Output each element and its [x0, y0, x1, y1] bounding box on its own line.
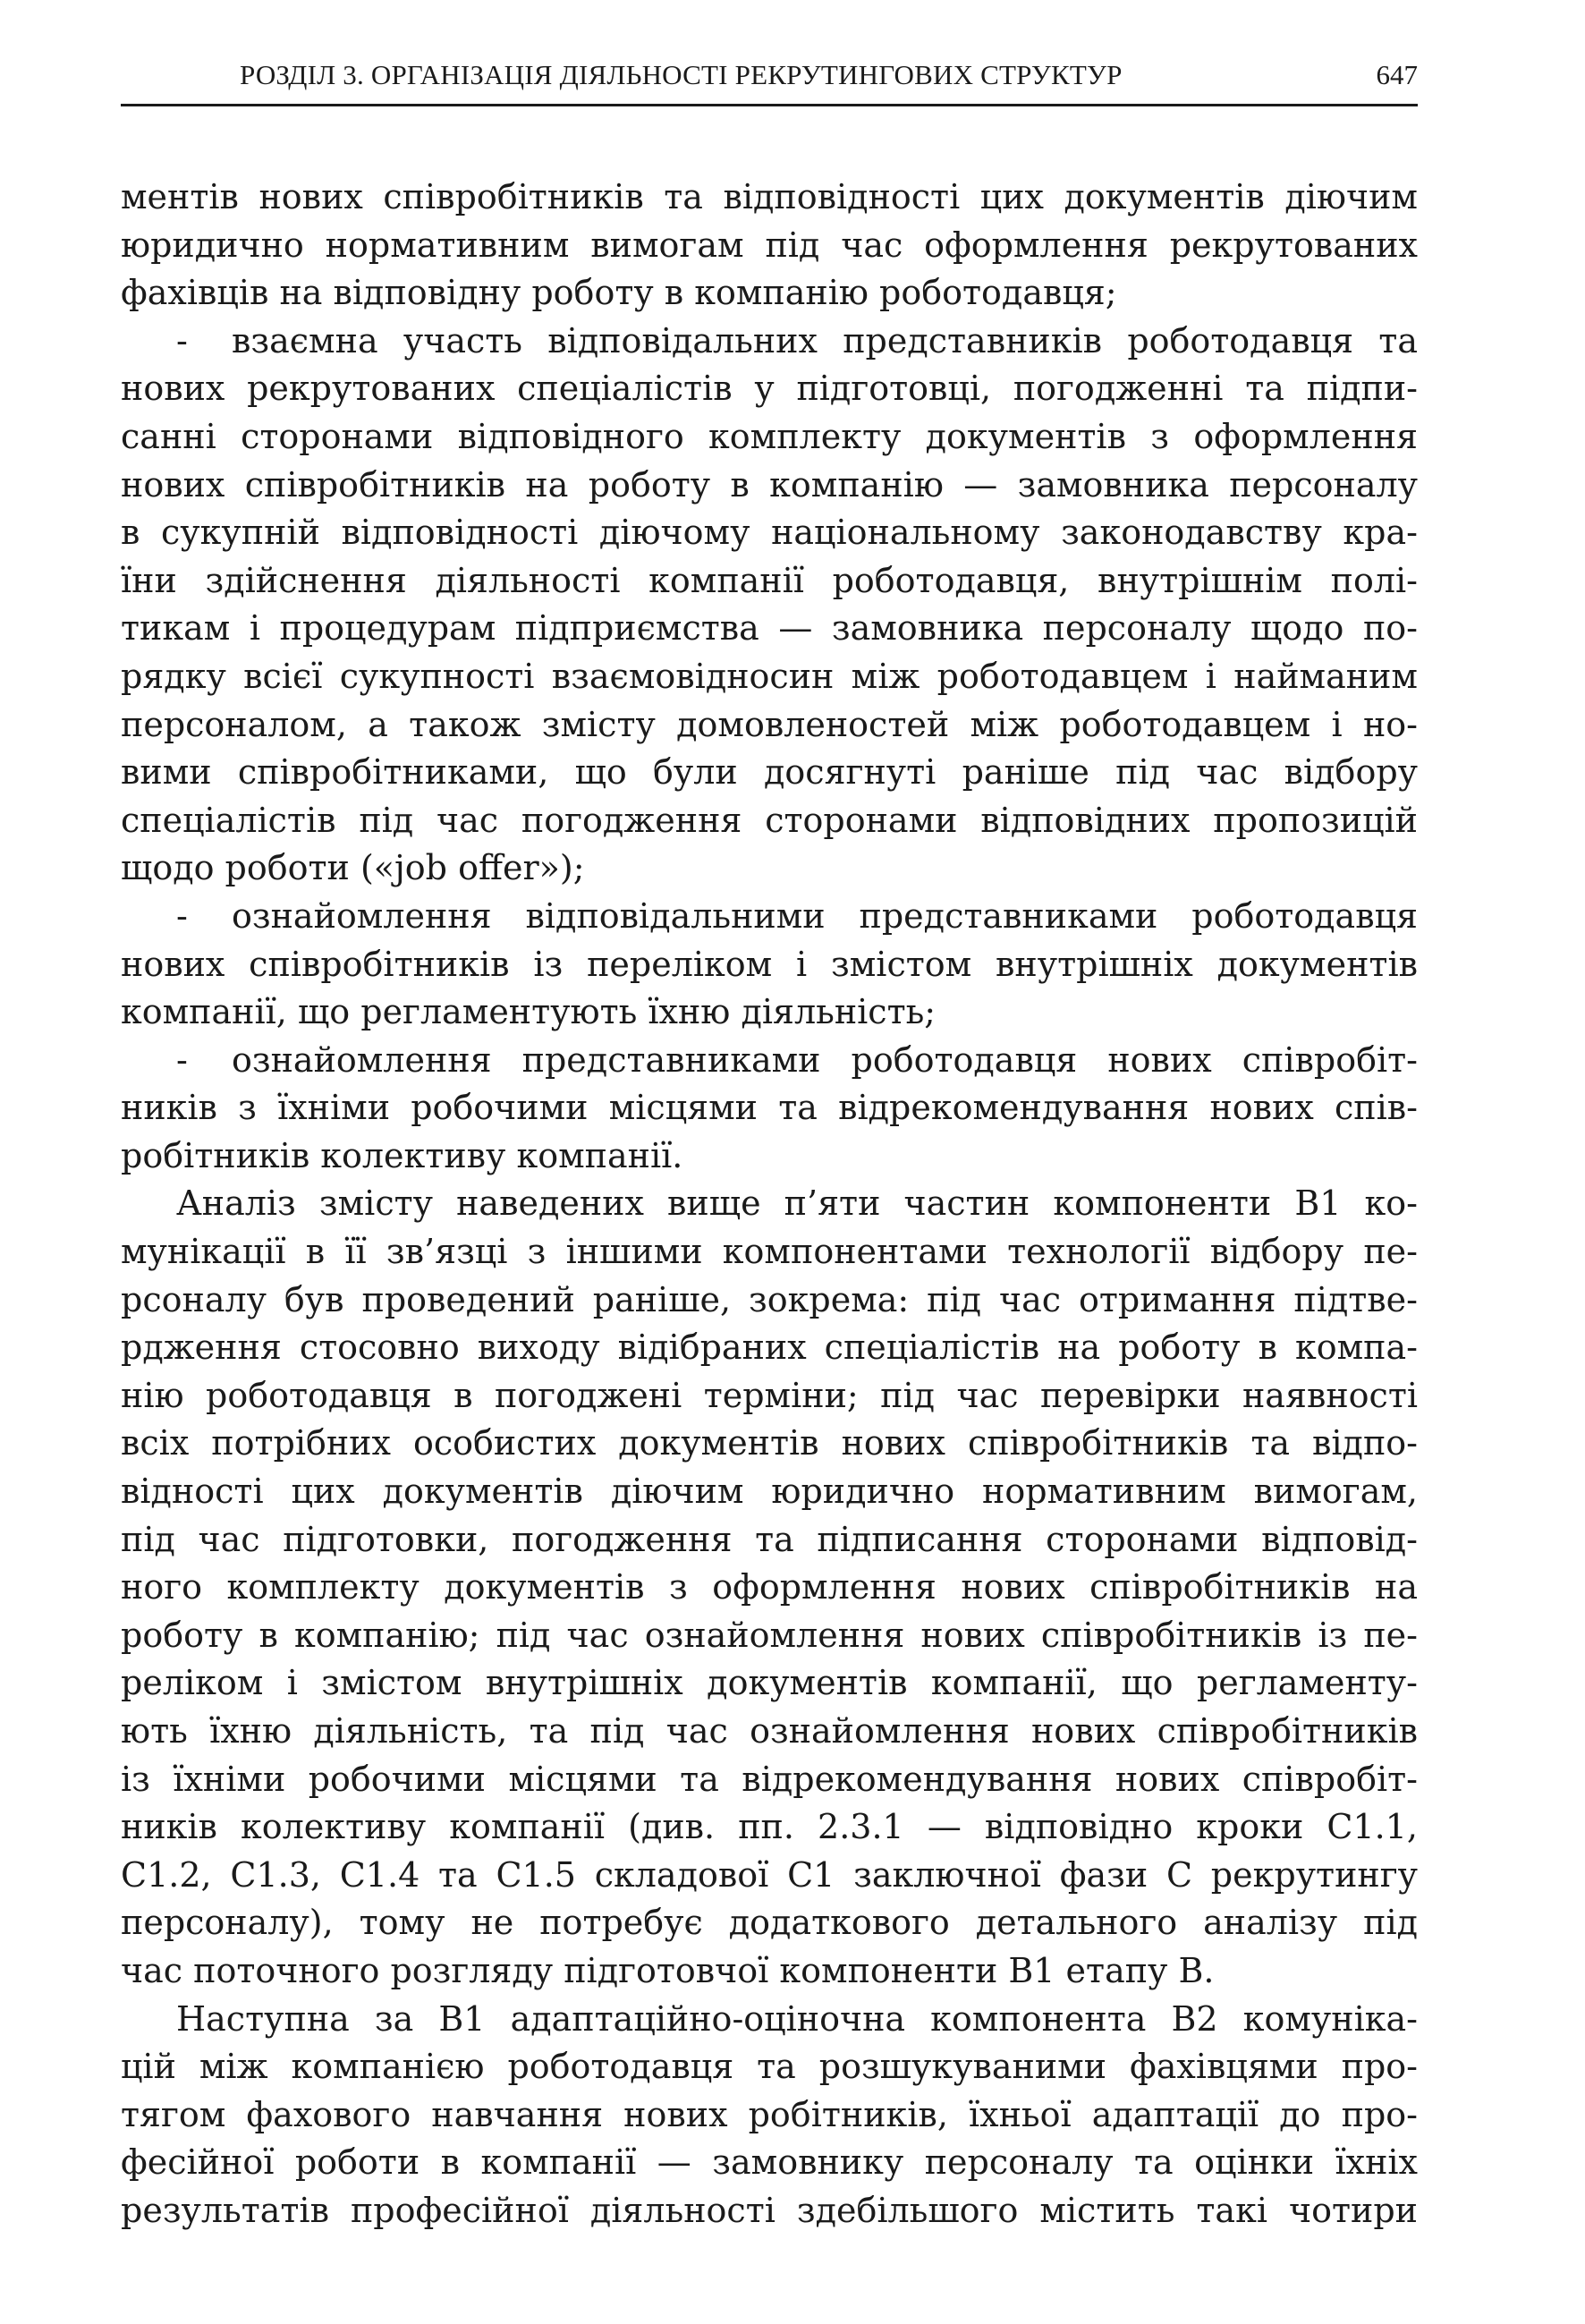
- text-line: спеціалістів під час погодження сторонами відповідних пропозицій: [121, 800, 1418, 840]
- text-line: [121, 893, 1418, 941]
- text-line: в сукупній відповідності діючому національному законодавству кра-: [121, 513, 1418, 553]
- text-line: реліком і змістом внутрішніх документів компанії, що регламенту-: [121, 1663, 1418, 1703]
- page-number: 647: [1376, 59, 1418, 90]
- text-line: час поточного розгляду підготовчої компоненти В1 етапу В.: [121, 1950, 1215, 1990]
- text-line: мунікації в її зв’язці з іншими компонентами технології відбору пе-: [121, 1232, 1418, 1272]
- text-line: нових рекрутованих спеціалістів у підготовці, погодженні та підпи-: [121, 369, 1418, 409]
- text-line: ників колективу компанії (див. пп. 2.3.1 — відповідно кроки С1.1,: [121, 1807, 1418, 1847]
- text-line: тикам і процедурам підприємства — замовника персоналу щодо по-: [121, 608, 1418, 649]
- text-line: тягом фахового навчання нових робітників, їхньої адаптації до про-: [121, 2094, 1418, 2134]
- text-line: цій між компанією роботодавця та розшукуваними фахівцями про-: [121, 2047, 1418, 2087]
- text-line: щодо роботи («job offer»);: [121, 848, 585, 888]
- text-line: фахівців на відповідну роботу в компанію роботодавця;: [121, 273, 1117, 313]
- text-line: [121, 318, 1418, 366]
- text-line: рдження стосовно виходу відібраних спеціалістів на роботу в компа-: [121, 1327, 1418, 1368]
- text-line: фесійної роботи в компанії — замовнику персоналу та оцінки їхніх: [121, 2142, 1418, 2183]
- bullet-text: взаємна участь відповідальних представників роботодавця та: [232, 320, 1418, 360]
- bullet-dash: -: [176, 895, 188, 936]
- text-line: нових співробітників із переліком і змістом внутрішніх документів: [121, 944, 1418, 984]
- bullet-dash: -: [176, 320, 188, 360]
- text-line: ного комплекту документів з оформлення нових співробітників на: [121, 1567, 1418, 1607]
- text-line: ників з їхніми робочими місцями та відрекомендування нових спів-: [121, 1088, 1418, 1128]
- text-line: рсоналу був проведений раніше, зокрема: під час отримання підтве-: [121, 1279, 1418, 1319]
- text-line: [121, 1037, 1418, 1085]
- page-header: [121, 59, 1418, 106]
- text-line: компанії, що регламентують їхню діяльність;: [121, 992, 937, 1032]
- text-line: вими співробітниками, що були досягнуті раніше під час відбору: [121, 752, 1418, 793]
- bullet-dash: -: [176, 1039, 188, 1080]
- bullet-text: ознайомлення відповідальними представниками роботодавця: [232, 895, 1418, 936]
- text-line: відності цих документів діючим юридично нормативним вимогам,: [121, 1472, 1418, 1512]
- body-text: [121, 174, 1418, 2235]
- text-line: юридично нормативним вимогам під час оформлення рекрутованих: [121, 225, 1418, 265]
- text-line: персоналом, а також змісту домовленостей між роботодавцем і но-: [121, 704, 1418, 744]
- text-line: С1.2, С1.3, С1.4 та С1.5 складової С1 заключної фази С рекрутингу: [121, 1854, 1418, 1895]
- running-head: РОЗДІЛ 3. ОРГАНІЗАЦІЯ ДІЯЛЬНОСТІ РЕКРУТИНГОВИХ СТРУКТУР: [240, 59, 1123, 90]
- text-line: всіх потрібних особистих документів нових співробітників та відпо-: [121, 1423, 1418, 1463]
- text-line: їни здійснення діяльності компанії роботодавця, внутрішнім полі-: [121, 560, 1418, 600]
- text-line: персоналу), тому не потребує додаткового детального аналізу під: [121, 1903, 1418, 1943]
- text-line: ментів нових співробітників та відповідності цих документів діючим: [121, 177, 1418, 216]
- text-line: санні сторонами відповідного комплекту документів з оформлення: [121, 416, 1418, 456]
- text-line: рядку всієї сукупності взаємовідносин між роботодавцем і найманим: [121, 656, 1418, 696]
- bullet-text: ознайомлення представниками роботодавця нових співробіт-: [232, 1039, 1418, 1080]
- text-line: роботу в компанію; під час ознайомлення нових співробітників із пе-: [121, 1615, 1418, 1655]
- text-line: Наступна за В1 адаптаційно-оціночна компонента В2 комуніка-: [176, 1998, 1418, 2039]
- text-line: робітників колективу компанії.: [121, 1135, 683, 1175]
- text-line: нію роботодавця в погоджені терміни; під час перевірки наявності: [121, 1375, 1418, 1415]
- text-line: ють їхню діяльність, та під час ознайомлення нових співробітників: [121, 1711, 1418, 1751]
- text-line: під час підготовки, погодження та підписання сторонами відповід-: [121, 1519, 1418, 1559]
- text-line: Аналіз змісту наведених вище п’яти частин компоненти В1 ко-: [176, 1183, 1418, 1224]
- text-line: нових співробітників на роботу в компанію — замовника персоналу: [121, 464, 1418, 505]
- text-line: результатів професійної діяльності здебільшого містить такі чотири: [121, 2190, 1418, 2230]
- text-line: із їхніми робочими місцями та відрекомендування нових співробіт-: [121, 1759, 1418, 1799]
